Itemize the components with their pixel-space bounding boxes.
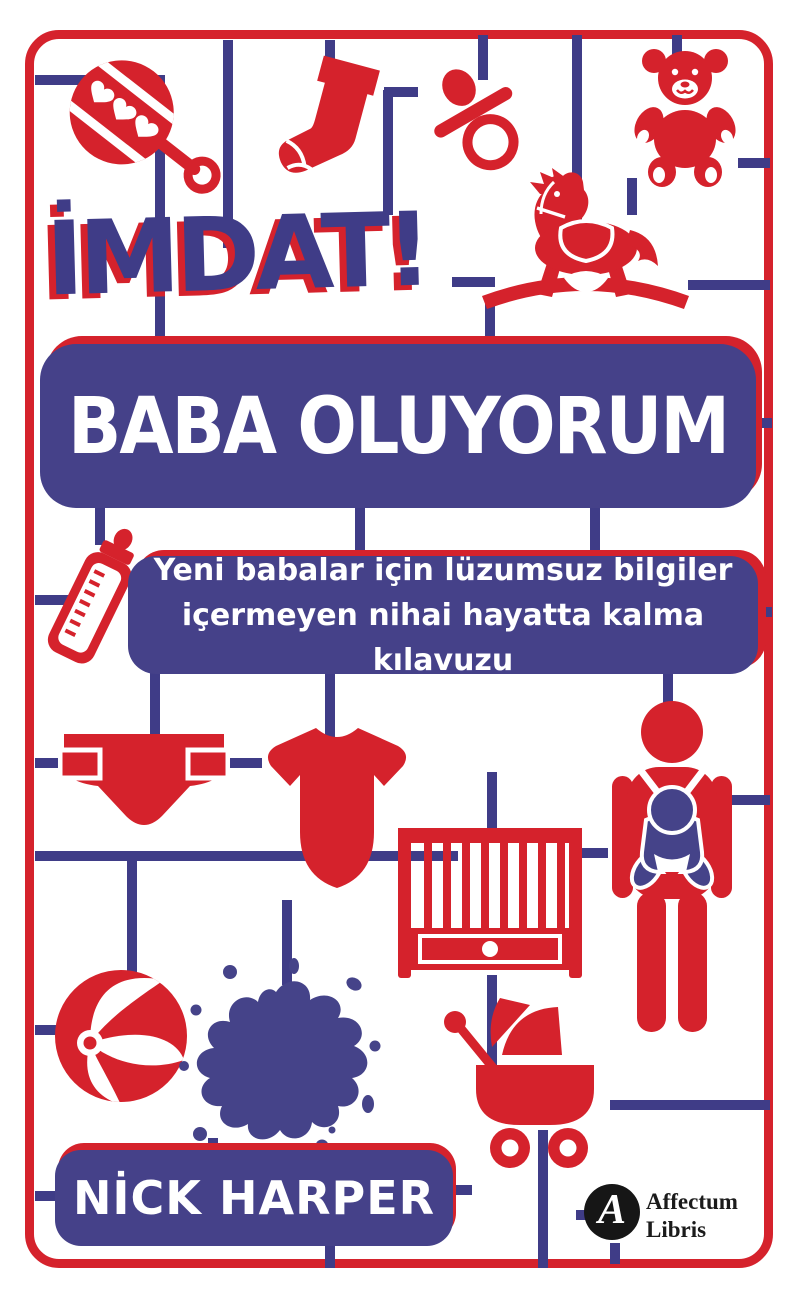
sprue-line bbox=[610, 1100, 770, 1110]
sprue-line bbox=[610, 1243, 620, 1264]
publisher-logo bbox=[584, 1184, 738, 1243]
title-box bbox=[46, 336, 762, 500]
publisher-monogram: A bbox=[597, 1187, 626, 1233]
rattle-icon bbox=[48, 42, 238, 217]
sock-icon bbox=[275, 55, 395, 205]
cover-title: BABA OLUYORUM bbox=[68, 380, 728, 472]
crib-icon bbox=[394, 820, 586, 985]
author-box bbox=[58, 1143, 456, 1239]
cover-subtitle-line1: Yeni babalar için lüzumsuz bilgiler bbox=[153, 552, 733, 588]
subtitle-box bbox=[136, 550, 766, 678]
cover-subtitle-line2: içermeyen nihai hayatta kalma kılavuzu bbox=[181, 597, 705, 678]
subtitle-box-panel bbox=[128, 552, 758, 678]
title-box-panel bbox=[40, 344, 756, 508]
stroller-icon bbox=[442, 995, 624, 1175]
diaper-icon bbox=[58, 730, 230, 838]
ink-splat-icon bbox=[172, 958, 382, 1156]
author-box-panel bbox=[55, 1150, 453, 1246]
beach-ball-icon bbox=[50, 965, 192, 1107]
rocking-horse-icon bbox=[468, 168, 703, 318]
publisher-monogram-disc bbox=[584, 1184, 640, 1240]
publisher-name bbox=[646, 1188, 738, 1243]
cover-tagline: İMDAT! bbox=[44, 190, 429, 320]
publisher-name-line2: Libris bbox=[646, 1216, 707, 1242]
author-name: NİCK HARPER bbox=[72, 1171, 436, 1225]
publisher-name-line1: Affectum bbox=[646, 1189, 738, 1214]
sprue-line bbox=[325, 1243, 335, 1268]
dad-with-baby-carrier-icon bbox=[598, 700, 746, 1038]
